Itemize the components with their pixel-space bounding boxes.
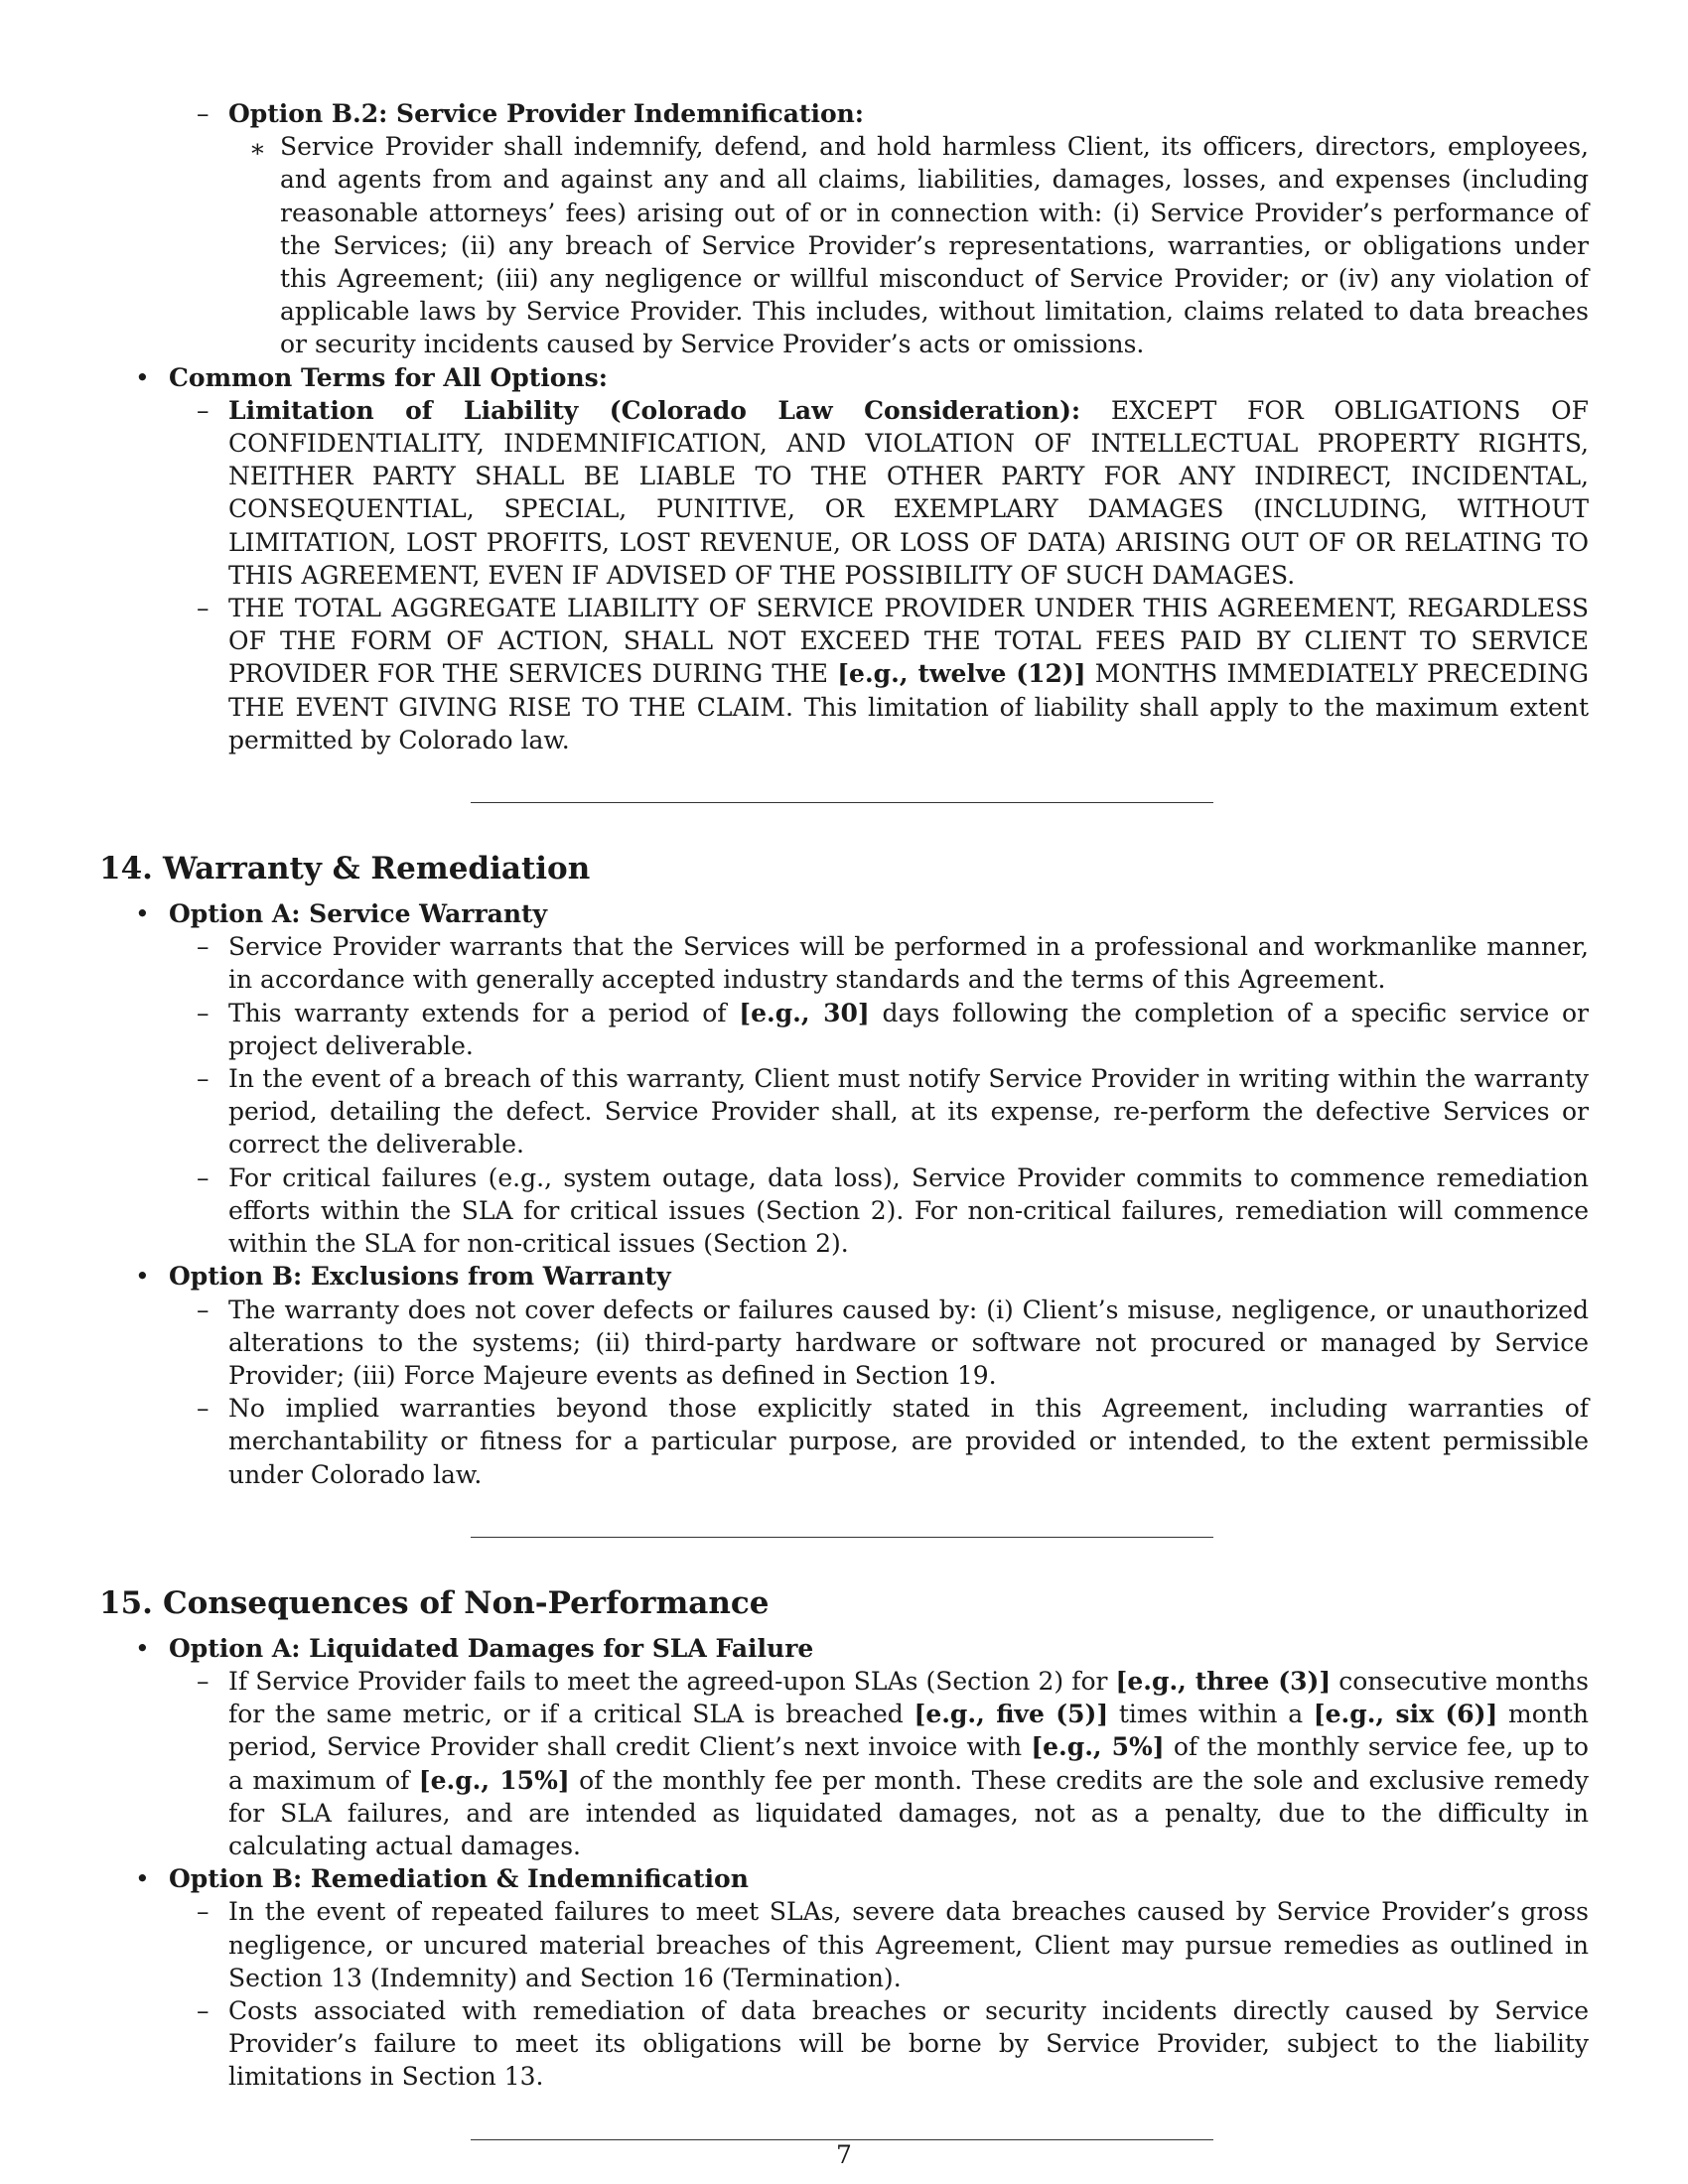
section-14-heading [99, 849, 1589, 888]
bullet-marker: • [135, 1633, 150, 1663]
section-15-option-b-heading [99, 1862, 1589, 1895]
document-body [99, 97, 1589, 2140]
warranty-item-4: For critical failures (e.g., system outage, data loss), Service Provider commits to commence remediation efforts within the SLA for critical issues (Section 2). For non-critical failures, remediation will commence within the SLA for non-critical issues (Section 2). [228, 1162, 1589, 1259]
section-15-heading [99, 1583, 1589, 1623]
section-15-title: Consequences of Non-Performance [163, 1584, 770, 1621]
remediation-item-2: Costs associated with remediation of data breaches or security incidents directly caused by Service Provider’s failure to meet its obligations will be borne by Service Provider, subject to the liability limitations in Section 13. [228, 1995, 1589, 2092]
dash-marker: – [197, 998, 210, 1027]
list-item [99, 997, 1589, 1062]
damages-text: times within a [1108, 1700, 1314, 1729]
damages-placeholder: [e.g., six (6)] [1313, 1700, 1498, 1729]
section-14-number: 14. [99, 851, 153, 887]
dash-marker: – [197, 1897, 210, 1927]
aggregate-text-1: THE TOTAL AGGREGATE LIABILITY OF SERVICE PROVIDER UNDER THIS AGREEMENT, REGARDLESS OF THE FORM OF ACTION, SHALL NOT EXCEED THE TOTAL FEES PAID BY CLIENT TO SERVICE PROVIDER FOR THE SERVICES DURING THE [228, 594, 1589, 689]
section-15-option-a-title: Option A: Liquidated Damages for SLA Failure [169, 1633, 814, 1663]
option-b2-item [99, 130, 1589, 360]
exclusion-item-1: The warranty does not cover defects or failures caused by: (i) Client’s misuse, negligence, or unauthorized alterations to the systems; (ii) third-party hardware or software not procured or managed by Service Provider; (iii) Force Majeure events as defined in Section 19. [228, 1295, 1589, 1390]
section-14-option-b-heading [99, 1260, 1589, 1293]
limitation-of-liability-item [99, 394, 1589, 592]
dash-marker: – [197, 1394, 210, 1424]
damages-text: consecutive months for the same metric, or if a critical SLA is breached [228, 1666, 1590, 1729]
dash-marker: – [197, 395, 210, 425]
damages-placeholder: [e.g., three (3)] [1115, 1666, 1332, 1696]
list-item [99, 1392, 1589, 1491]
damages-text: month period, Service Provider shall credit Client’s next invoice with [228, 1700, 1590, 1762]
damages-placeholder: [e.g., five (5)] [914, 1700, 1109, 1729]
section-15-option-a-heading [99, 1632, 1589, 1665]
section-14-option-b-title: Option B: Exclusions from Warranty [169, 1262, 671, 1292]
dash-marker: – [197, 1295, 210, 1324]
common-terms-heading [99, 361, 1589, 394]
bullet-marker: • [135, 1864, 150, 1894]
warranty-item-2-post: days following the completion of a specific service or project deliverable. [228, 998, 1590, 1060]
section-14-title: Warranty & Remediation [163, 851, 591, 887]
aggregate-text-2: MONTHS IMMEDIATELY PRECEDING THE EVENT GIVING RISE TO THE CLAIM. This limitation of liability shall apply to the maximum extent permitted by Colorado law. [228, 659, 1590, 754]
section-14-option-a-heading [99, 897, 1589, 930]
list-item [99, 1665, 1589, 1862]
asterisk-marker: ∗ [249, 134, 266, 164]
page-number: 7 [836, 2140, 852, 2169]
list-item [99, 1062, 1589, 1161]
warranty-item-1: Service Provider warrants that the Services will be performed in a professional and workmanlike manner, in accordance with generally accepted industry standards and the terms of this Agreement. [228, 932, 1589, 995]
dash-marker: – [197, 1064, 210, 1094]
damages-text: of the monthly fee per month. These credits are the sole and exclusive remedy for SLA failures, and are intended as liquidated damages, not as a penalty, due to the difficulty in calculating actual damages. [228, 1765, 1589, 1860]
limitation-text: EXCEPT FOR OBLIGATIONS OF CONFIDENTIALITY, INDEMNIFICATION, AND VIOLATION OF INTELLECTUAL PROPERTY RIGHTS, NEITHER PARTY SHALL BE LIABLE TO THE OTHER PARTY FOR ANY INDIRECT, INCIDENTAL, CONSEQUENTIAL, SPECIAL, PUNITIVE, OR EXEMPLARY DAMAGES (INCLUDING, WITHOUT LIMITATION, LOST PROFITS, LOST REVENUE, OR LOSS OF DATA) ARISING OUT OF OR RELATING TO THIS AGREEMENT, EVEN IF ADVISED OF THE POSSIBILITY OF SUCH DAMAGES. [228, 395, 1589, 590]
bullet-marker: • [135, 899, 150, 929]
warranty-period-placeholder: [e.g., 30] [739, 998, 870, 1027]
list-item [99, 1895, 1589, 1994]
section-divider [471, 1537, 1213, 1538]
section-15-number: 15. [99, 1584, 153, 1621]
dash-marker: – [197, 1162, 210, 1192]
remediation-item-1: In the event of repeated failures to meet SLAs, severe data breaches caused by Service Provider’s gross negligence, or uncured material breaches of this Agreement, Client may pursue remedies as outlined in Section 13 (Indemnity) and Section 16 (Termination). [228, 1897, 1589, 1992]
section-15-option-b-title: Option B: Remediation & Indemnification [169, 1864, 749, 1894]
option-b2-heading [99, 97, 1589, 130]
list-item [99, 1994, 1589, 2094]
dash-marker: – [197, 99, 210, 128]
common-terms-title: Common Terms for All Options: [169, 362, 608, 392]
damages-text: If Service Provider fails to meet the agreed-upon SLAs (Section 2) for [228, 1666, 1116, 1696]
damages-text: of the monthly service fee, up to a maximum of [228, 1732, 1589, 1795]
option-b2-text: Service Provider shall indemnify, defend, and hold harmless Client, its officers, directors, employees, and agents from and against any and all claims, liabilities, damages, losses, and expenses (including reasonable attorneys’ fees) arising out of or in connection with: (i) Service Provider’s performance of the Services; (ii) any breach of Service Provider’s representations, warranties, or obligations under this Agreement; (iii) any negligence or willful misconduct of Service Provider; or (iv) any violation of applicable laws by Service Provider. This includes, without limitation, claims related to data breaches or security incidents caused by Service Provider’s acts or omissions. [280, 132, 1589, 359]
damages-placeholder: [e.g., 5%] [1031, 1732, 1165, 1762]
option-b2-title: Option B.2: Service Provider Indemnification: [228, 99, 865, 128]
dash-marker: – [197, 594, 210, 623]
bullet-marker: • [135, 362, 150, 392]
damages-placeholder: [e.g., 15%] [418, 1765, 570, 1795]
list-item [99, 930, 1589, 996]
limitation-title: Limitation of Liability (Colorado Law Consideration): [228, 395, 1081, 425]
list-item [99, 1161, 1589, 1261]
aggregate-placeholder: [e.g., twelve (12)] [837, 659, 1086, 689]
dash-marker: – [197, 1995, 210, 2025]
warranty-item-3: In the event of a breach of this warranty, Client must notify Service Provider in writing within the warranty period, detailing the defect. Service Provider shall, at its expense, re-perform the defective Services or correct the deliverable. [228, 1064, 1589, 1160]
section-divider [471, 802, 1213, 803]
exclusion-item-2: No implied warranties beyond those explicitly stated in this Agreement, including warranties of merchantability or fitness for a particular purpose, are provided or intended, to the extent permissible under Colorado law. [228, 1394, 1589, 1489]
bullet-marker: • [135, 1262, 150, 1292]
dash-marker: – [197, 932, 210, 962]
warranty-item-2-pre: This warranty extends for a period of [228, 998, 740, 1027]
list-item [99, 1294, 1589, 1393]
aggregate-liability-item [99, 592, 1589, 756]
section-14-option-a-title: Option A: Service Warranty [169, 899, 548, 929]
dash-marker: – [197, 1666, 210, 1696]
